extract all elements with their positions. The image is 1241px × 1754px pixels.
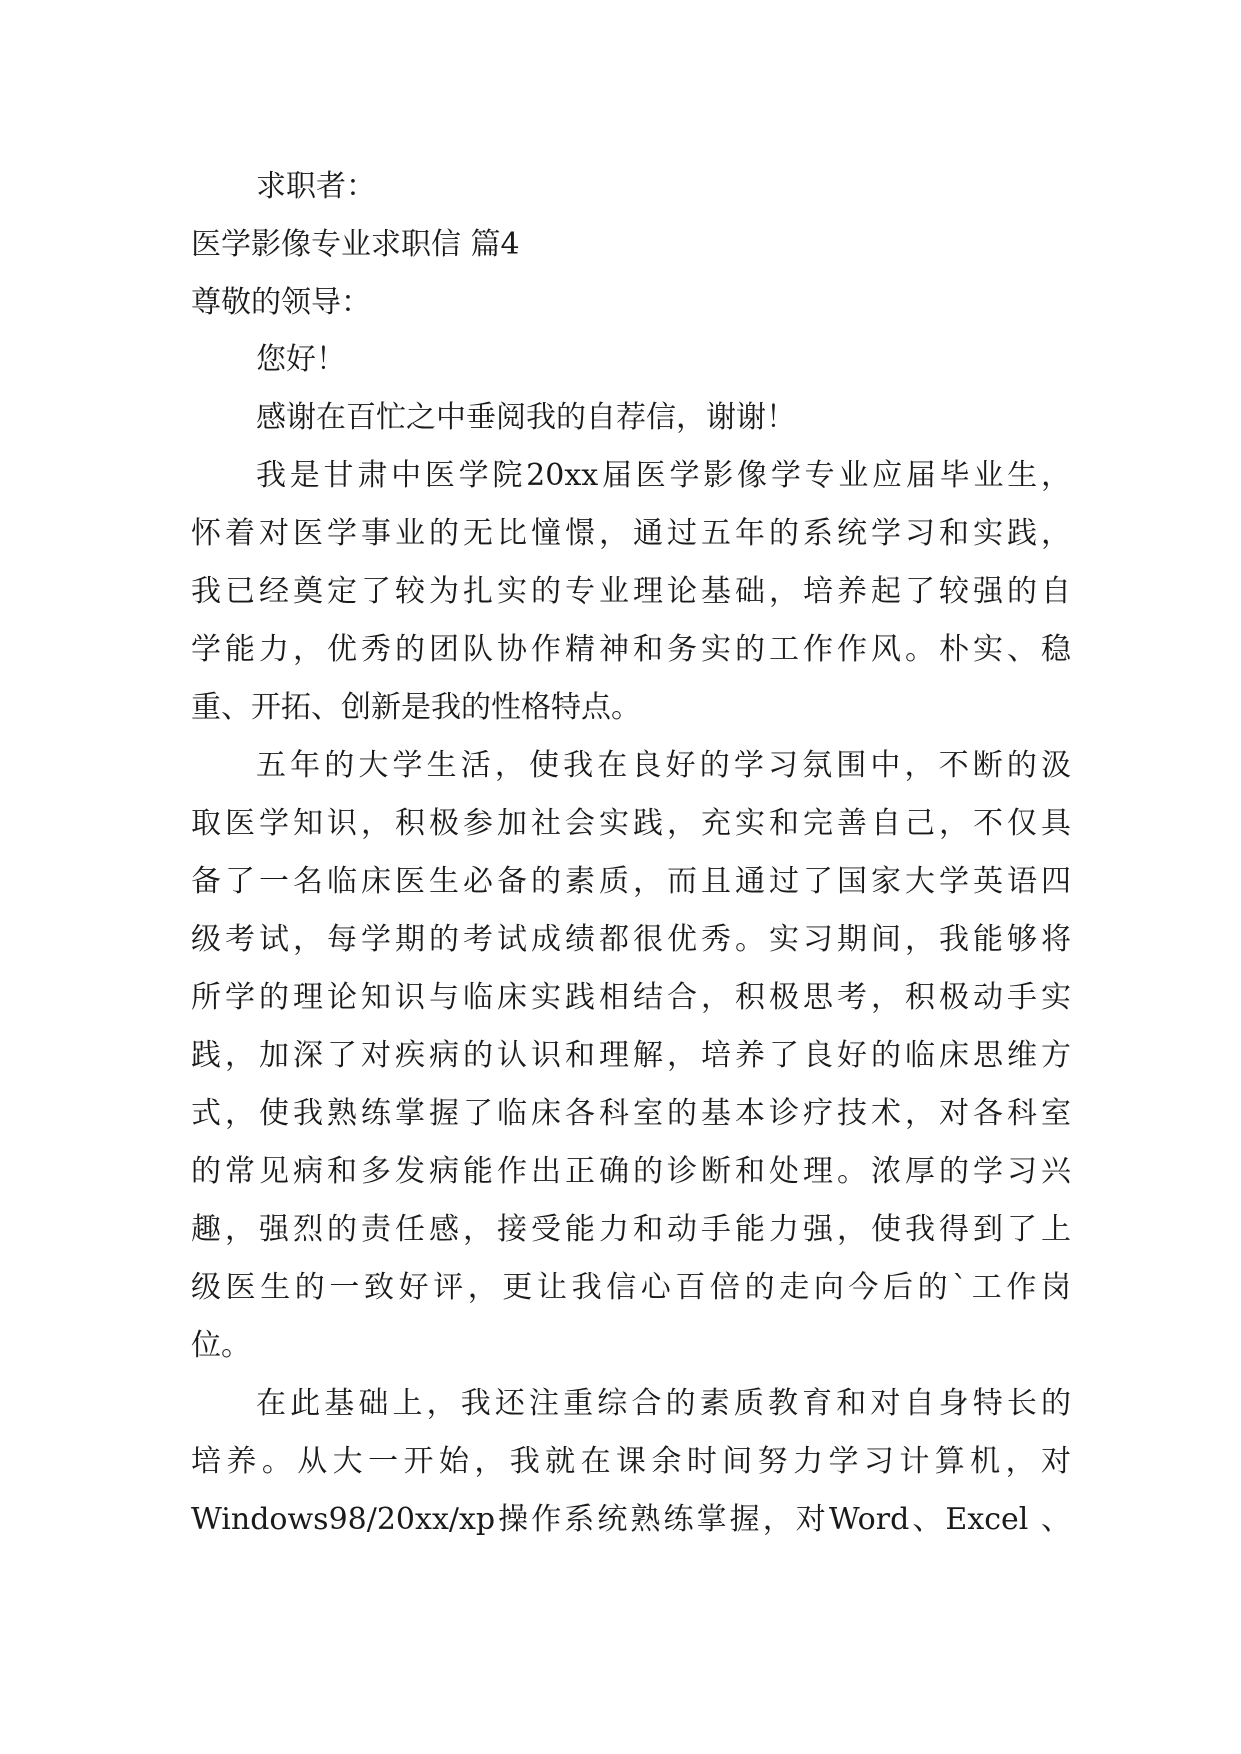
paragraph-line: 培养。从大一开始，我就在课余时间努力学习计算机，对 (191, 1444, 1071, 1479)
paragraph-line: 在此基础上，我还注重综合的素质教育和对自身特长的 (256, 1386, 1071, 1421)
paragraph-line: 我已经奠定了较为扎实的专业理论基础，培养起了较强的自 (191, 574, 1071, 609)
paragraph-line: 践，加深了对疾病的认识和理解，培养了良好的临床思维方 (191, 1038, 1071, 1073)
paragraph-line: 学能力，优秀的团队协作精神和务实的工作作风。朴实、稳 (191, 632, 1071, 667)
paragraph-line: 五年的大学生活，使我在良好的学习氛围中，不断的汲 (256, 748, 1071, 783)
paragraph-line: 取医学知识，积极参加社会实践，充实和完善自己，不仅具 (191, 806, 1071, 841)
paragraph-line: 怀着对医学事业的无比憧憬，通过五年的系统学习和实践， (191, 516, 1071, 551)
paragraph-line: 级医生的一致好评，更让我信心百倍的走向今后的`工作岗 (191, 1270, 1071, 1305)
paragraph-line: 的常见病和多发病能作出正确的诊断和处理。浓厚的学习兴 (191, 1154, 1071, 1189)
salutation: 尊敬的领导： (191, 285, 371, 320)
paragraph-line: 备了一名临床医生必备的素质，而且通过了国家大学英语四 (191, 864, 1071, 899)
paragraph-line: 感谢在百忙之中垂阅我的自荐信，谢谢！ (256, 400, 796, 435)
paragraph-line: 我是甘肃中医学院20xx届医学影像学专业应届毕业生， (256, 458, 1071, 493)
paragraph-line: 趣，强烈的责任感，接受能力和动手能力强，使我得到了上 (191, 1212, 1071, 1247)
section-heading: 医学影像专业求职信 篇4 (191, 227, 520, 262)
paragraph-line: 位。 (191, 1328, 251, 1363)
paragraph-line: 重、开拓、创新是我的性格特点。 (191, 690, 641, 725)
paragraph-line: 式，使我熟练掌握了临床各科室的基本诊疗技术，对各科室 (191, 1096, 1071, 1131)
paragraph-line: 所学的理论知识与临床实践相结合，积极思考，积极动手实 (191, 980, 1071, 1015)
paragraph-line: 级考试，每学期的考试成绩都很优秀。实习期间，我能够将 (191, 922, 1071, 957)
signature-line: 求职者： (256, 169, 376, 204)
paragraph-line: Windows98/20xx/xp操作系统熟练掌握，对Word、Excel 、 (191, 1502, 1071, 1537)
greeting: 您好！ (256, 342, 346, 377)
